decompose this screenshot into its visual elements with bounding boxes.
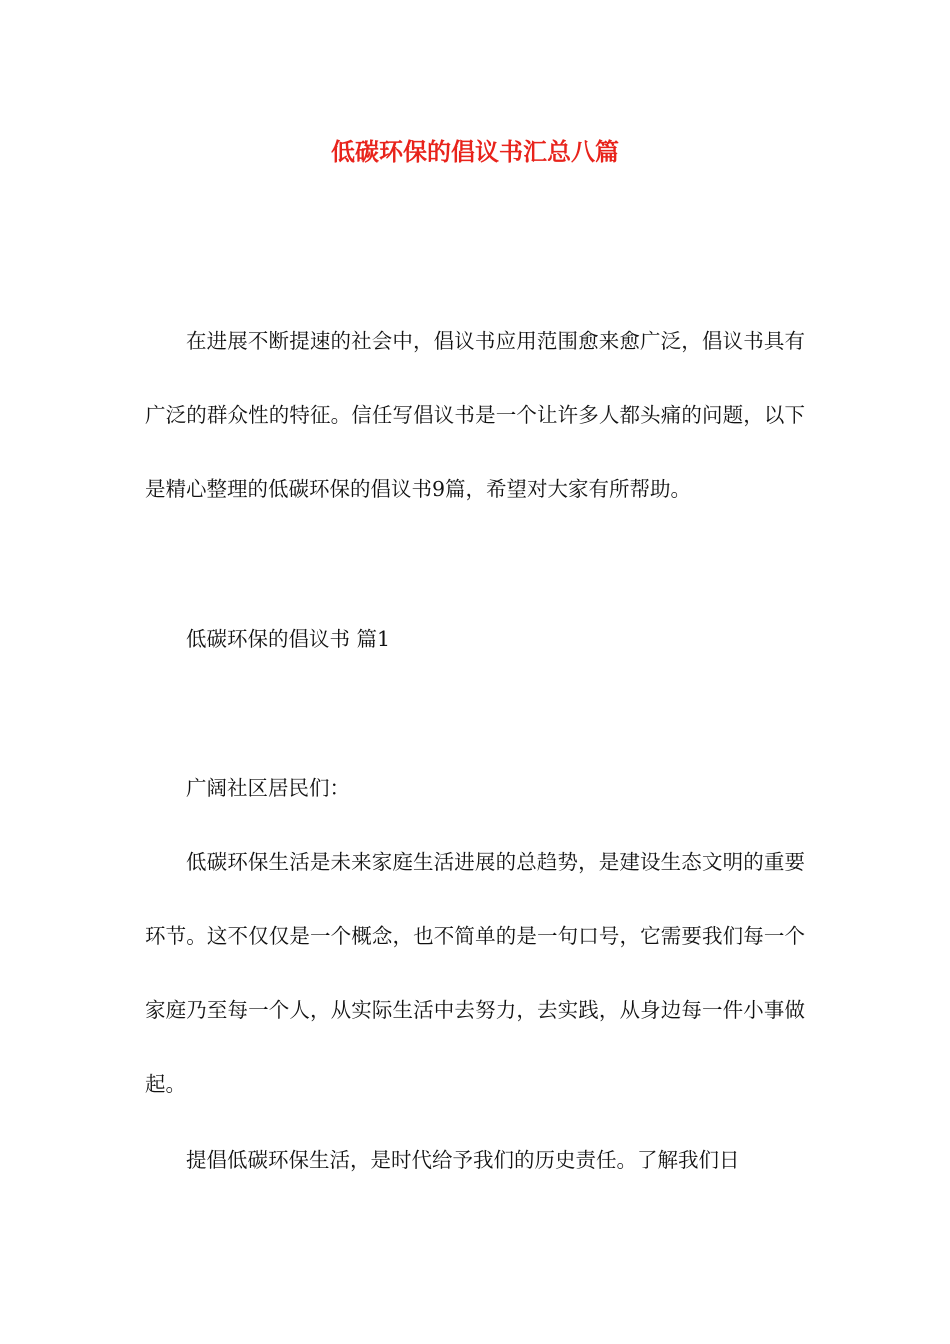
document-title: 低碳环保的倡议书汇总八篇 bbox=[331, 138, 619, 166]
section-heading: 低碳环保的倡议书 篇1 bbox=[186, 627, 391, 651]
body-paragraph-1: 低碳环保生活是未来家庭生活进展的总趋势，是建设生态文明的重要环节。这不仅仅是一个概念，也不简单的是一句口号，它需要我们每一个家庭乃至每一个人，从实际生活中去努力，去实践，从身边每一件小事做起。 bbox=[145, 850, 805, 1096]
body-paragraph-2: 提倡低碳环保生活，是时代给予我们的历史责任。了解我们日 bbox=[186, 1148, 740, 1172]
greeting-line: 广阔社区居民们： bbox=[186, 776, 350, 800]
intro-paragraph: 在进展不断提速的社会中，倡议书应用范围愈来愈广泛，倡议书具有广泛的群众性的特征。信任写倡议书是一个让许多人都头痛的问题，以下是精心整理的低碳环保的倡议书9篇，希望对大家有所帮助。 bbox=[145, 329, 805, 501]
